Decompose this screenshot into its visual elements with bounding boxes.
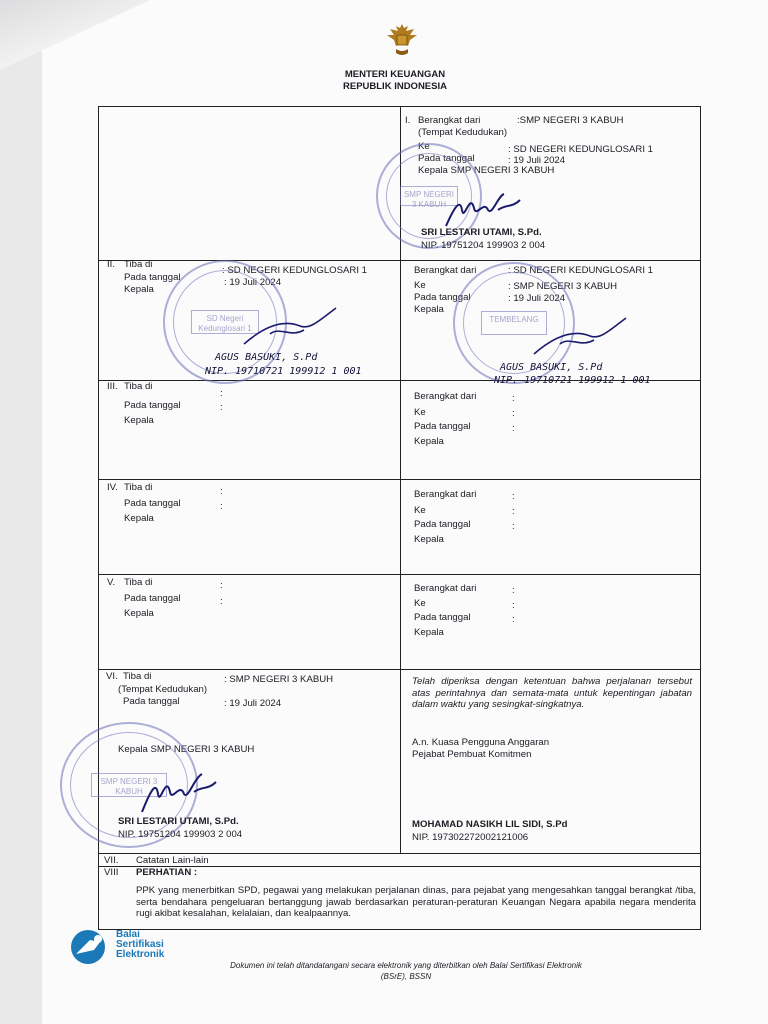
colon: : — [512, 585, 515, 596]
tiba-label: Tiba di — [124, 259, 153, 270]
ke-label: Ke — [418, 141, 430, 152]
colon: : — [220, 402, 223, 413]
tanggal-value: : 19 Juli 2024 — [224, 698, 282, 709]
signer-nip: NIP. 19751204 199903 2 004 — [421, 240, 546, 251]
verification-statement: Telah diperiksa dengan ketentuan bahwa perjalanan tersebut atas perintahnya dan semata-mata untuk kepentingan jabatan dalam waktu yang sesingkat-singkatnya. — [412, 676, 692, 710]
handwritten-name: AGUS BASUKI, S.Pd — [500, 362, 603, 373]
colon: : — [512, 600, 515, 611]
footer-line1: Dokumen ini telah ditandatangani secara elektronik yang diterbitkan oleh Balai Sertifikasi Elektronik — [230, 961, 582, 970]
berangkat-label: Berangkat dari — [414, 391, 477, 402]
signer-nip: NIP. 19751204 199903 2 004 — [118, 829, 243, 840]
tanggal-value: : 19 Juli 2024 — [224, 277, 282, 288]
section-number: III. — [107, 381, 118, 392]
kepala-label: Kepala SMP NEGERI 3 KABUH — [418, 165, 555, 176]
signature-icon — [530, 310, 630, 360]
tanggal-label: Pada tanggal — [124, 593, 181, 604]
kpa-label: A.n. Kuasa Pengguna Anggaran — [412, 737, 550, 748]
kepala-label: Kepala — [414, 534, 444, 545]
kepala-label: Kepala — [414, 304, 444, 315]
berangkat-label: Berangkat dari — [414, 489, 477, 500]
section-number: VII. — [104, 855, 119, 866]
kepala-label: Kepala — [124, 415, 154, 426]
tiba-label: Tiba di — [124, 577, 153, 588]
ke-value: : SMP NEGERI 3 KABUH — [508, 281, 618, 292]
esign-footer — [176, 960, 636, 982]
perhatian-text: PPK yang menerbitkan SPD, pegawai yang melakukan perjalanan dinas, para pejabat yang mengesahkan tanggal berangkat /tiba, serta bendahara pengeluaran bertanggung jawab berdasarkan peraturan-peraturan Keuangan Negara apabila negara menderita rugi akibat kesalahan, kelalaian, dan kealpaannya. — [136, 885, 696, 919]
perhatian-label: PERHATIAN : — [136, 867, 198, 878]
section-number: VIII — [104, 867, 119, 878]
garuda-emblem-icon — [384, 20, 420, 62]
colon: : — [512, 491, 515, 502]
ppk-name: MOHAMAD NASIKH LIL SIDI, S.Pd — [412, 819, 568, 830]
colon: : — [220, 596, 223, 607]
ke-label: Ke — [414, 280, 426, 291]
kepala-label: Kepala — [414, 627, 444, 638]
tanggal-label: Pada tanggal — [414, 612, 471, 623]
signer-name: SRI LESTARI UTAMI, S.Pd. — [421, 227, 542, 238]
colon: : — [512, 408, 515, 419]
ministry-title: MENTERI KEUANGAN — [344, 69, 446, 80]
handwritten-name: AGUS BASUKI, S.Pd — [215, 352, 318, 363]
stamp-text: SMP NEGERI 3 KABUH — [400, 186, 457, 206]
bsre-logo-icon — [68, 928, 112, 966]
berangkat-label: Berangkat dari — [418, 115, 481, 126]
bsre-line2: Sertifikasi — [116, 939, 164, 950]
signer-name: SRI LESTARI UTAMI, S.Pd. — [118, 816, 239, 827]
tanggal-label: Pada tanggal — [414, 292, 471, 303]
tiba-label: Tiba di — [124, 482, 153, 493]
tanggal-label: Pada tanggal — [124, 272, 181, 283]
handwritten-nip: NIP. 19710721 199912 1 001 — [205, 366, 362, 377]
tempat-kedudukan: (Tempat Kedudukan) — [418, 127, 508, 138]
tanggal-value: : 19 Juli 2024 — [508, 293, 566, 304]
colon: : — [512, 614, 515, 625]
signature-icon — [440, 186, 530, 230]
ppk-label: Pejabat Pembuat Komitmen — [412, 749, 532, 760]
signature-icon — [240, 300, 340, 350]
colon: : — [220, 486, 223, 497]
kepala-label: Kepala — [124, 608, 154, 619]
ke-label: Ke — [414, 407, 426, 418]
colon: : — [512, 506, 515, 517]
tanggal-label: Pada tanggal — [414, 421, 471, 432]
stamp-text: SD Negeri Kedunglosari 1 — [191, 310, 258, 334]
kepala-label: Kepala — [124, 513, 154, 524]
ke-label: Ke — [414, 598, 426, 609]
tiba-value: : SMP NEGERI 3 KABUH — [224, 674, 334, 685]
section-number: VI. — [106, 671, 118, 682]
tanggal-label: Pada tanggal — [414, 519, 471, 530]
tiba-value: : SD NEGERI KEDUNGLOSARI 1 — [222, 265, 368, 276]
ke-value: : SD NEGERI KEDUNGLOSARI 1 — [508, 144, 654, 155]
bsre-line3: Elektronik — [116, 949, 165, 960]
kepala-label: Kepala — [414, 436, 444, 447]
country-title: REPUBLIK INDONESIA — [343, 81, 447, 92]
colon: : — [220, 501, 223, 512]
tempat-kedudukan: (Tempat Kedudukan) — [118, 684, 208, 695]
section-number: II. — [107, 259, 115, 270]
tanggal-label: Pada tanggal — [123, 696, 180, 707]
berangkat-label: Berangkat dari — [414, 265, 477, 276]
stamp-text: TEMBELANG — [481, 311, 547, 335]
tiba-label: Tiba di — [124, 381, 153, 392]
tanggal-label: Pada tanggal — [124, 498, 181, 509]
footer-line2: (BSrE), BSSN — [380, 972, 432, 981]
tanggal-label: Pada tanggal — [418, 153, 475, 164]
kepala-label: Kepala SMP NEGERI 3 KABUH — [118, 744, 255, 755]
berangkat-label: Berangkat dari — [414, 583, 477, 594]
colon: : — [220, 580, 223, 591]
bsre-line1: Balai — [116, 929, 140, 940]
berangkat-value: :SMP NEGERI 3 KABUH — [517, 115, 624, 126]
signature-icon — [136, 766, 226, 816]
bsre-wordmark — [116, 930, 164, 960]
letterhead — [300, 69, 490, 93]
ppk-nip: NIP. 197302272002121006 — [412, 832, 529, 843]
section-number: IV. — [107, 482, 118, 493]
kepala-label: Kepala — [124, 284, 154, 295]
tanggal-value: : 19 Juli 2024 — [508, 155, 566, 166]
colon: : — [220, 388, 223, 399]
handwritten-nip: NIP. 19710721 199912 1 001 — [494, 375, 651, 386]
colon: : — [512, 393, 515, 404]
berangkat-value: : SD NEGERI KEDUNGLOSARI 1 — [508, 265, 654, 276]
colon: : — [512, 423, 515, 434]
catatan-label: Catatan Lain-lain — [136, 855, 209, 866]
tanggal-label: Pada tanggal — [124, 400, 181, 411]
section-number: I. — [405, 115, 411, 126]
colon: : — [512, 521, 515, 532]
ke-label: Ke — [414, 505, 426, 516]
section-number: V. — [107, 577, 116, 588]
tiba-label: Tiba di — [123, 671, 152, 682]
stamp-text: SMP NEGERI 3 KABUH — [91, 773, 166, 797]
